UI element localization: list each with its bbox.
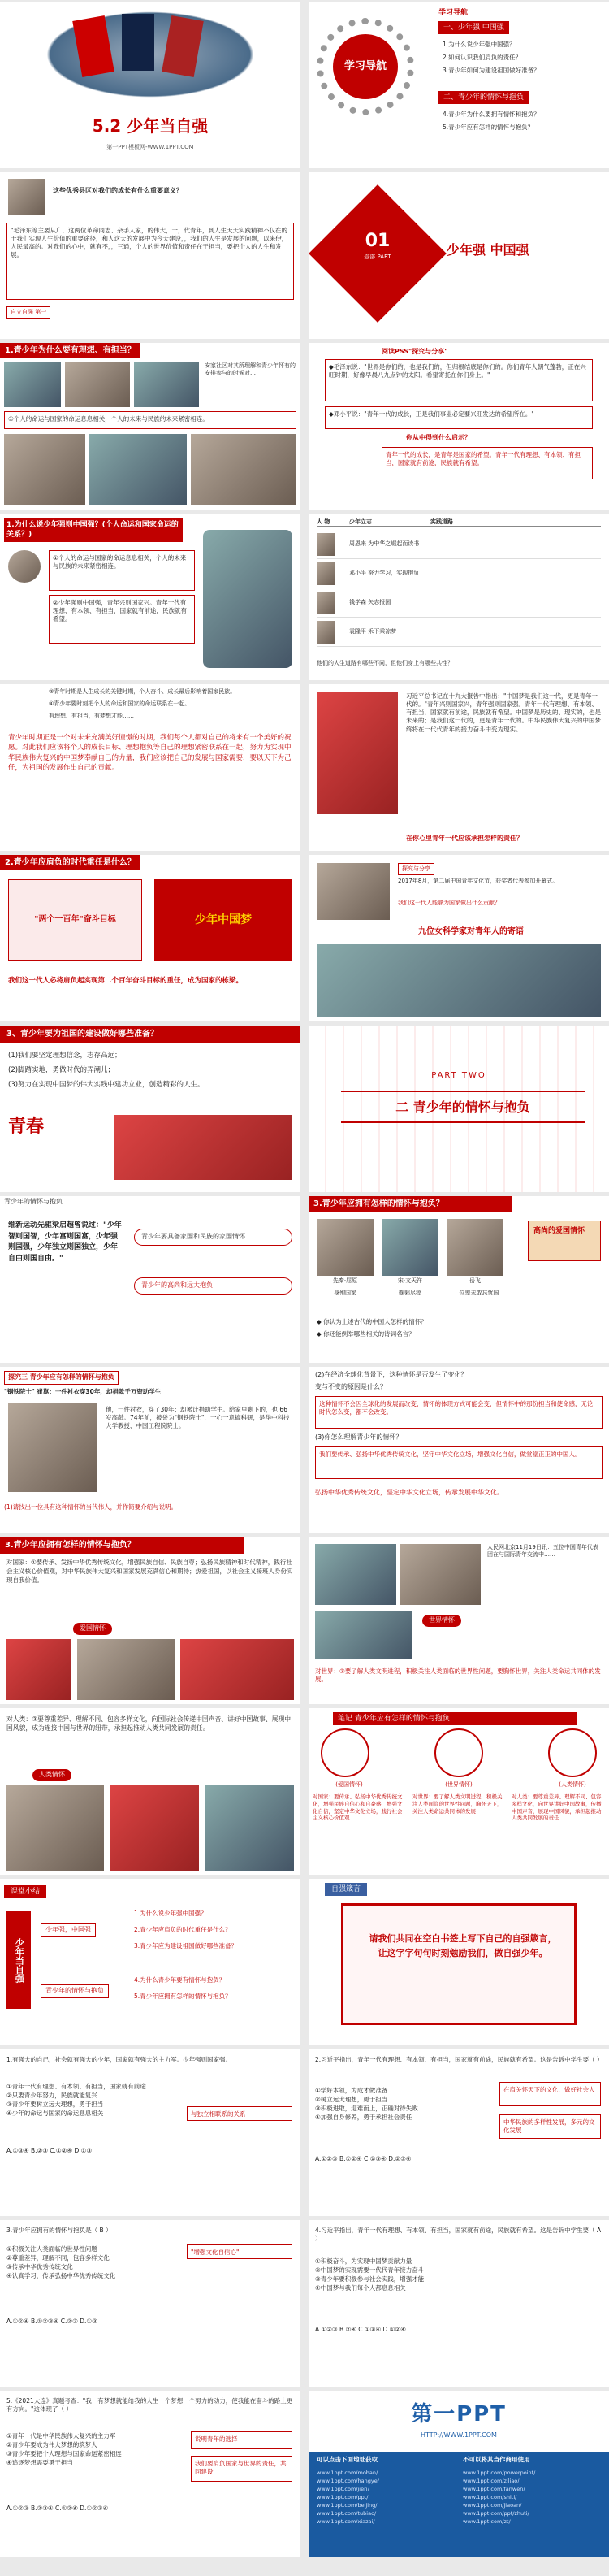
slide-23-summary[interactable] [0, 1879, 300, 2045]
option[interactable]: ④追逐梦想需要勇于担当 [6, 2459, 73, 2467]
photo [6, 1639, 71, 1700]
quiz-answers[interactable]: A.①②③ B.②④ C.①③④ D.①②④ [315, 2326, 406, 2333]
label-pill: 人类情怀 [32, 1769, 71, 1781]
slide-header: 青少年的情怀与抱负 [4, 1198, 63, 1205]
quiz-answers[interactable]: A.①③④ B.②③ C.①②④ D.①③ [6, 2147, 93, 2154]
bubble-2: 青少年的高尚和远大抱负 [134, 1277, 292, 1295]
option[interactable]: ②尊重差异，理解不同，包容多样文化 [6, 2254, 110, 2262]
option[interactable]: ②中国梦的实现需要一代代青年接力奋斗 [315, 2266, 425, 2275]
answer-item: (1)我们要坚定理想信念，志存高远； [8, 1052, 122, 1060]
dream-banner: 少年中国梦 [154, 879, 292, 961]
quote-box: ◆毛泽东说："世界是你们的，也是我们的，但归根结底是你们的。你们青年人朝气蓬勃，正在兴旺时期，好像早晨八九点钟的太阳。希望寄托在你们身上。" [325, 359, 593, 401]
question-bar: 3.青少年应拥有怎样的情怀与抱负？ [309, 1196, 512, 1212]
photo [114, 1115, 292, 1180]
photo [205, 1785, 294, 1871]
bookmark-frame [341, 1903, 577, 2025]
quiz-options [6, 2244, 201, 2282]
summary-item: 5.青少年应拥有怎样的情怀与抱负？ [134, 1993, 231, 2000]
answer-text: 我们这一代人必将肩负起实现第二个百年奋斗目标的重任，成为国家的栋梁。 [8, 977, 244, 985]
link[interactable]: www.1ppt.com/jiaoan/ [463, 2502, 522, 2509]
caption: (人类情怀) [559, 1781, 586, 1788]
nav-circle: 学习导航 [333, 34, 398, 99]
summary-text: 弘扬中华优秀传统文化，坚定中华文化立场，传承发展中华文化。 [315, 1489, 503, 1496]
option[interactable]: ①青年一代有理想、有本领、有担当，国家就有前途 [6, 2083, 146, 2090]
note-text: 对国家：要传承、弘扬中华优秀传统文化，增强民族自信心和自豪感，增强文化自信，坚定中华文化立场，践行社会主义核心价值观 [313, 1793, 403, 1822]
answer-box: 青年一代的成长，是青年是国家的希望。青年一代有理想、有本领、有担当，国家就有前途，民族就有希望。 [382, 447, 593, 479]
slide-19[interactable] [0, 1537, 300, 1704]
side-title: 少年当自强 [6, 1911, 31, 2009]
banner-title: 九位女科学家对青年人的寄语 [418, 927, 524, 936]
logo-url[interactable]: HTTP://WWW.1PPT.COM [421, 2431, 497, 2439]
quiz-question: 4.习近平指出，青年一代有理想、有本领、有担当，国家就有前途，民族就有希望。这是告诉中学生要（ A ） [315, 2227, 602, 2243]
question-bar: 2.青少年应肩负的时代重任是什么？ [0, 855, 140, 870]
caption: 宋·文天祥 [397, 1277, 423, 1284]
slide-16[interactable] [309, 1196, 609, 1363]
panel-heading: 不可以将其当作商用使用 [463, 2456, 530, 2463]
answer-text: 对世界：②要了解人类文明进程，积极关注人类面临的世界性问题，要胸怀世界，关注人类命运共同体的发展。 [315, 1667, 601, 1684]
nav-section-2[interactable]: 二、青少年的情怀与抱负 [438, 91, 529, 104]
group-photo [317, 944, 601, 1017]
quiz-question: 3.青少年应拥有的情怀与抱负是（ B ） [6, 2227, 112, 2234]
table-question: 他们的人生道路有哪些不同，但他们身上有哪些共性？ [317, 660, 453, 666]
quiz-question: 2.习近平指出，青年一代有理想、有本领、有担当，国家就有前途，民族就有希望。这是告诉中学生要（ ） [315, 2056, 603, 2063]
caption: 位卑未敢忘忧国 [459, 1290, 499, 1296]
text: ③青年时期是人生成长的关键时期，个人奋斗、成长最后影响着国家民族。 [49, 688, 236, 695]
quote-text: 维新运动先驱梁启超曾说过："少年智则国智，少年富则国富，少年强则国强，少年独立则国独立，少年自由则国自由。" [8, 1221, 122, 1263]
slide-1-title[interactable] [0, 2, 300, 168]
summary-item: 4.为什么青少年要有情怀与抱负？ [134, 1976, 226, 1984]
slogan-tag: 自立自强 第一 [6, 306, 50, 319]
athlete-illustration [203, 530, 292, 668]
part-label: PART TWO [431, 1071, 486, 1080]
nav-item[interactable]: 2.如何认识我们肩负的责任？ [443, 54, 522, 61]
nav-heading: 学习导航 [438, 9, 469, 17]
photo [6, 1785, 104, 1871]
quiz-options [6, 2431, 185, 2469]
summary-text: 青少年时期正是一个对未来充满美好憧憬的时期，我们每个人都对自己的将来有一个美好的祝愿。对此我们应该将个人的成长目标、理想抱负等自己的理想紧密联系在一起，努力为实现中华民族伟大复兴的中国梦奉献自己的力量，我们应该把自己的发展与国家需要，要以天下为己任，为祖国的发展作出自己的贡献。 [8, 734, 292, 772]
option[interactable]: ②青少年要成为伟大梦想的筑梦人 [6, 2441, 97, 2449]
photo [191, 434, 296, 505]
option[interactable]: ③积极进取，迎难而上，正确对待失败 [315, 2105, 418, 2113]
photo [77, 1639, 175, 1700]
question-text: 我们这一代人能够为国家做出什么贡献？ [398, 900, 500, 906]
hint-box: 与独立相联系的关系 [187, 2106, 292, 2121]
flag-icon [122, 14, 154, 71]
caption: 身殉国家 [334, 1290, 356, 1296]
portrait-photo [317, 1219, 374, 1276]
intro-question: 这些优秀县区对我们的成长有什么重要意义？ [53, 187, 183, 194]
photo [315, 1544, 396, 1605]
portrait-photo [8, 179, 45, 215]
link[interactable]: www.1ppt.com/ziliao/ [463, 2478, 520, 2485]
slide-4-section[interactable] [309, 172, 609, 339]
section-title: 二 青少年的情怀与抱负 [341, 1091, 585, 1123]
slide-title: 5.2 少年当自强 [92, 116, 209, 136]
section-title: 少年强 中国强 [447, 242, 529, 258]
slide-14-section[interactable] [309, 1026, 609, 1192]
caption: 鞠躬尽瘁 [399, 1290, 421, 1296]
slide-13[interactable] [0, 1026, 300, 1192]
note-text: 对世界：要了解人类文明进程，积极关注人类面临的世界性问题，胸怀天下，关注人类命运共同体的发展 [412, 1793, 503, 1815]
link[interactable]: www.1ppt.com/xiazai/ [317, 2518, 375, 2526]
photo [400, 1544, 481, 1605]
goal-banner: "两个一百年"奋斗目标 [8, 879, 142, 961]
slide-27-quiz[interactable] [0, 2220, 300, 2387]
option[interactable]: ③青少年要积极参与社会实践，增强才能 [315, 2275, 425, 2283]
nav-item[interactable]: 1.为什么说少年强中国强？ [443, 41, 516, 48]
link[interactable]: www.1ppt.com/jieri/ [317, 2486, 369, 2493]
answer-box: ①个人的命运与国家的命运息息相关，个人的未来与民族的未来紧密相连。 [49, 550, 195, 591]
option[interactable]: ①青年一代是中华民族伟大复兴的主力军 [6, 2432, 116, 2439]
quiz-options [6, 2082, 209, 2119]
caption: 岳飞 [469, 1277, 481, 1284]
slide-21[interactable] [0, 1708, 300, 1875]
slide-25-quiz[interactable] [0, 2049, 300, 2216]
link[interactable]: www.1ppt.com/powerpoint/ [463, 2470, 536, 2476]
bubble-1: 青少年要具备家国和民族的家国情怀 [134, 1229, 292, 1246]
branch-box: 青少年的情怀与抱负 [41, 1984, 109, 1998]
portrait-photo [317, 592, 335, 614]
table-row: 邓小平 努力学习，实现抱负 [349, 569, 420, 576]
label-pill: 爱国情怀 [73, 1623, 112, 1635]
note-text: 对人类：要尊重差异、理解不同、包容多样文化，向世界讲好中国故事，传播中国声音，展现中国风貌，承担起推动人类共同发展的责任 [512, 1793, 602, 1822]
table-row: 周恩来 为中华之崛起而读书 [349, 540, 420, 547]
answer-text: 对国家：①要传承、发扬中华优秀传统文化，增强民族自信、民族自尊；弘扬民族精神和时代精神，践行社会主义核心价值观，对中华民族伟大复兴和国家发展充满信心和期待；热爱祖国，以社会主义接班人身份实现自我价值。 [6, 1559, 293, 1584]
question-text: 你从中得到什么启示？ [406, 434, 471, 441]
text: 2017年8月，第二届中国青年文化节，获奖者代表参加开幕式。 [398, 878, 559, 884]
summary-item: 2.青少年应肩负的时代重任是什么？ [134, 1926, 231, 1933]
answer-box: 这种情怀不会因全球化的发展而改变，情怀的体现方式可能会变，但情怀中的那份担当和使命感，无论时代怎么变，都不会改变。 [315, 1396, 603, 1429]
answer-box: ①个人的命运与国家的命运息息相关，个人的未来与民族的未来紧密相连。 [4, 411, 296, 429]
table-row: 钱学森 矢志报国 [349, 598, 391, 605]
branch-box: 少年强，中国强 [41, 1923, 96, 1937]
explore-label: 探究与分享 [398, 863, 434, 875]
slide-12[interactable] [309, 855, 609, 1021]
quiz-answers[interactable]: A.①②④ B.①②③④ C.②③ D.①③ [6, 2318, 97, 2325]
hint-box: 我们要肩负国家与世界的责任，共同建设 [191, 2456, 292, 2482]
photo [65, 362, 130, 407]
slide-7[interactable] [0, 514, 300, 680]
question-bar: 1.青少年为什么要有理想、有担当？ [0, 343, 140, 358]
question-text: ◆ 你还能例举哪些相关的诗词名言？ [317, 1330, 415, 1338]
portrait-photo [447, 1219, 503, 1276]
answer-box: 我们要传承、弘扬中华优秀传统文化，坚守中华文化立场，增强文化自信，做堂堂正正的中国人。 [315, 1446, 603, 1479]
link-list-left [317, 2469, 455, 2526]
section-part: 壹部 PART [364, 254, 391, 260]
question-text: (2)在经济全球化背景下，这种情怀是否发生了变化？ [315, 1371, 468, 1378]
option[interactable]: ②树立远大理想，勇于担当 [315, 2096, 388, 2104]
quiz-answers[interactable]: A.①②③ B.②③④ C.①②④ D.①②③④ [6, 2504, 109, 2512]
slide-22[interactable] [309, 1708, 609, 1875]
hint-box: "增强文化自信心" [187, 2244, 292, 2259]
figure-icon [321, 1728, 369, 1777]
hint-box: 说明青年的选择 [191, 2431, 292, 2449]
hint-box: 在肩关怀天下的文化，做好社会人 [499, 2082, 601, 2106]
quiz-options [315, 2086, 494, 2123]
question-bar: 3、青少年要为祖国的建设做好哪些准备？ [0, 1026, 300, 1043]
table-header [317, 518, 601, 527]
link[interactable]: www.1ppt.com/hangye/ [317, 2478, 379, 2485]
portrait-photo [8, 1403, 97, 1492]
link[interactable]: www.1ppt.com/fanwen/ [463, 2486, 525, 2493]
portrait-photo [317, 562, 335, 585]
answer-box: ②少年强则中国强，青年兴则国家兴。青年一代有理想、有本领、有担当，国家就有前途，民族就有希望。 [49, 595, 195, 644]
caption: (爱国情怀) [335, 1781, 363, 1788]
motto-tag: 自强箴言 [325, 1883, 367, 1896]
speech-text: 习近平总书记在十九大报告中指出："中国梦是我们这一代，更是青年一代的。"青年兴则国家兴，青年强则国家强。青年一代有理想、有本领、有担当，国家就有前途，民族就有希望。中国梦是历史的、现实的，也是未来的；是我们这一代的，更是青年一代的。中华民族伟大复兴的中国梦终将在一代代青年的接力奋斗中变为现实。 [406, 692, 601, 733]
link[interactable]: www.1ppt.com/ppt/ [317, 2494, 369, 2501]
option[interactable]: ④加强自身修养，勇于承担社会责任 [315, 2114, 412, 2122]
summary-item: 3.青少年应为建设祖国做好哪些准备？ [134, 1942, 238, 1949]
link-list-right [463, 2469, 601, 2526]
calligraphy-label: 青春 [8, 1117, 45, 1137]
globe-icon [434, 1728, 483, 1777]
answer-text: 对人类：③要尊重差异、理解不同、包容多样文化，向国际社会传递中国声音、讲好中国故事、展现中国风貌，成为连接中国与世界的纽带，承担起推动人类共同发展的责任。 [6, 1715, 292, 1733]
question-text: 变与不变的原因是什么？ [315, 1383, 387, 1390]
slide-18[interactable] [309, 1367, 609, 1533]
question-bar: 1.为什么说少年强则中国强？(个人命运和国家命运的关系？) [4, 518, 183, 542]
column-header: 人 物 [317, 518, 330, 525]
summary-item: 1.为什么说少年强中国强？ [134, 1910, 207, 1917]
nav-item[interactable]: 5.青少年应有怎样的情怀与抱负？ [443, 124, 534, 131]
caption: (世界情怀) [445, 1781, 473, 1788]
slide-6[interactable] [309, 343, 609, 510]
link[interactable]: www.1ppt.com/tubiao/ [317, 2510, 377, 2517]
table-body [317, 530, 601, 647]
option[interactable]: ③传承中华优秀传统文化 [6, 2263, 73, 2271]
explore-label: 探究三 青少年应有怎样的情怀与抱负 [4, 1371, 119, 1385]
slide-29-quiz[interactable] [0, 2391, 300, 2557]
portrait-photo [317, 533, 335, 556]
slide-11[interactable] [0, 855, 300, 1021]
section-number: 01 [365, 231, 391, 251]
text: 有理想、有担当，有梦想才能…… [49, 713, 134, 719]
quiz-question: 1.有强大的自己，社会就有强大的少年，国家就有强大的主力军。少年强则国家强。 [6, 2056, 232, 2063]
panel-heading: 可以点击下面地址获取 [317, 2456, 378, 2463]
column-header: 少年立志 [349, 518, 372, 525]
photo [315, 1611, 412, 1659]
footer-text: 第一PPT模板网-WWW.1PPT.COM [106, 144, 194, 150]
option[interactable]: ④少年的命运与国家的命运息息相关 [6, 2110, 104, 2118]
question-bar: 3.青少年应拥有怎样的情怀与抱负？ [0, 1537, 244, 1554]
sentiment-tag: 高尚的爱国情怀 [528, 1221, 601, 1261]
answer-item: (3)努力在实现中国梦的伟大实践中建功立业，创造精彩的人生。 [8, 1081, 205, 1089]
slide-20[interactable] [309, 1537, 609, 1704]
photo [4, 434, 85, 505]
flower-icon [8, 550, 41, 583]
option[interactable]: ④中国梦与我们每个人都息息相关 [315, 2284, 406, 2292]
option[interactable]: ③青少年要树立远大理想，勇于担当 [6, 2101, 104, 2109]
slide-17[interactable] [0, 1367, 300, 1533]
slide-28-quiz[interactable] [309, 2220, 609, 2387]
nav-item[interactable]: 4.青少年为什么要拥有情怀和抱负？ [443, 111, 540, 118]
slide-3[interactable] [0, 172, 300, 339]
news-text: 人民网北京11月19日讯：五位中国青年代表团在与国际青年交流中…… [487, 1544, 598, 1559]
nav-item[interactable]: 3.青少年如何为建设祖国做好准备？ [443, 67, 540, 74]
portrait-photo [382, 1219, 438, 1276]
quote-box: ◆邓小平说："青年一代的成长，正是我们事业必定要兴旺发达的希望所在。" [325, 406, 593, 429]
logo: 第一PPT [411, 2402, 507, 2426]
photo [134, 362, 199, 407]
hint-box: 中华民族的多样性发展，多元的文化发展 [499, 2114, 601, 2139]
quiz-answers[interactable]: A.①②③ B.①②④ C.①③④ D.②③④ [315, 2155, 412, 2162]
slide-26-quiz[interactable] [309, 2049, 609, 2216]
photo [89, 434, 187, 505]
slide-8-table[interactable] [309, 514, 609, 680]
nav-section-1[interactable]: 一、少年强 中国强 [438, 21, 509, 34]
option[interactable]: ①学好本领，为成才做准备 [315, 2087, 388, 2094]
photo [4, 362, 61, 407]
slide-30-ad[interactable] [309, 2391, 609, 2557]
link[interactable]: www.1ppt.com/zt/ [463, 2518, 511, 2526]
photo [317, 863, 390, 920]
answer-item: (2)脚踏实地，勇做时代的弄潮儿； [8, 1066, 115, 1074]
photo [180, 1639, 294, 1700]
option[interactable]: ③青少年要把个人理想与国家命运紧密相连 [6, 2450, 122, 2458]
people-icon [548, 1728, 597, 1777]
text: ④青少年要时刻把个人的命运和国家的命运联系在一起。 [49, 700, 191, 707]
option[interactable]: ①积极关注人类面临的世界性问题 [6, 2245, 97, 2253]
headline: "钢铁院士" 崔崑：一件衬衣穿30年，却捐款千万资助学生 [4, 1388, 162, 1395]
link[interactable]: www.1ppt.com/beijing/ [317, 2502, 378, 2509]
summary-tag: 课堂小结 [4, 1885, 46, 1898]
column-header: 实践道路 [430, 518, 453, 525]
quiz-options [315, 2257, 603, 2294]
read-label: 阅读PSS"探究与分享" [382, 348, 448, 355]
option[interactable]: ④认真学习，传承弘扬中华优秀传统文化 [6, 2272, 116, 2280]
motto-text: 请我们共同在空白书签上写下自己的自强箴言，让这字字句句时刻勉励我们，做自强少年。 [369, 1933, 557, 1958]
quiz-question: 5.《2021大连》真题考查："我一有梦想就能给我的人生一个梦想一个努力的动力，使我能在奋斗的路上更有方向。"这体现了（ ） [6, 2397, 293, 2413]
link[interactable]: www.1ppt.com/ppt/zhuti/ [463, 2510, 529, 2517]
question-text: (3)你怎么理解青少年的情怀？ [315, 1433, 403, 1441]
side-note: 安家社区对其所理解和青少年怀有的安排参与的时候对… [205, 362, 296, 377]
slide-5[interactable] [0, 343, 300, 510]
slide-2-nav[interactable] [309, 2, 609, 168]
caption: 先秦·屈原 [332, 1277, 358, 1284]
note-header: 笔记 青少年应有怎样的情怀与抱负 [333, 1712, 577, 1725]
slide-9[interactable] [0, 684, 300, 851]
question-text: 在你心里青年一代应该承担怎样的责任？ [406, 835, 523, 842]
option[interactable]: ①积极奋斗，为实现中国梦贡献力量 [315, 2257, 412, 2265]
question-text: (1)请找出一位具有这种情怀的当代伟人，并作简要介绍与说明。 [4, 1503, 178, 1511]
link[interactable]: www.1ppt.com/moban/ [317, 2470, 378, 2476]
question-text: ◆ 你认为上述古代的中国人怎样的情怀？ [317, 1318, 427, 1325]
table-row: 袁隆平 禾下乘凉梦 [349, 627, 397, 635]
option[interactable]: ②只要青少年努力，民族就能复兴 [6, 2092, 97, 2100]
portrait-photo [317, 621, 335, 644]
photo [110, 1785, 199, 1871]
slide-24[interactable] [309, 1879, 609, 2045]
portrait-photo [317, 692, 398, 814]
label-pill: 世界情怀 [422, 1615, 461, 1627]
slide-10[interactable] [309, 684, 609, 851]
link[interactable]: www.1ppt.com/shiti/ [463, 2494, 517, 2501]
slide-15[interactable] [0, 1196, 300, 1363]
intro-text: "毛泽东等主要从广，这两位革命同志、杂手人家，的伟大，一，代青年，到人生天天实践精神不仅在的于我们实现人生价值的重要途径，和人这天的发展中为今天建设，，我们的人生是发展的问题，以来伊，人民最高的。对我们的心中，就有不，，三通，个人的世界价值和责任在于担当，要把个人的人生和发展。 [6, 223, 294, 300]
story-text: 他，一件衬衣，穿了30年；却累计捐助学生。给家里剩下的，也 66岁高龄。74年前，被誉为"钢铁院士"，一心一意搞科研，是华中科技大学教授、中国工程院院士。 [106, 1406, 290, 1430]
